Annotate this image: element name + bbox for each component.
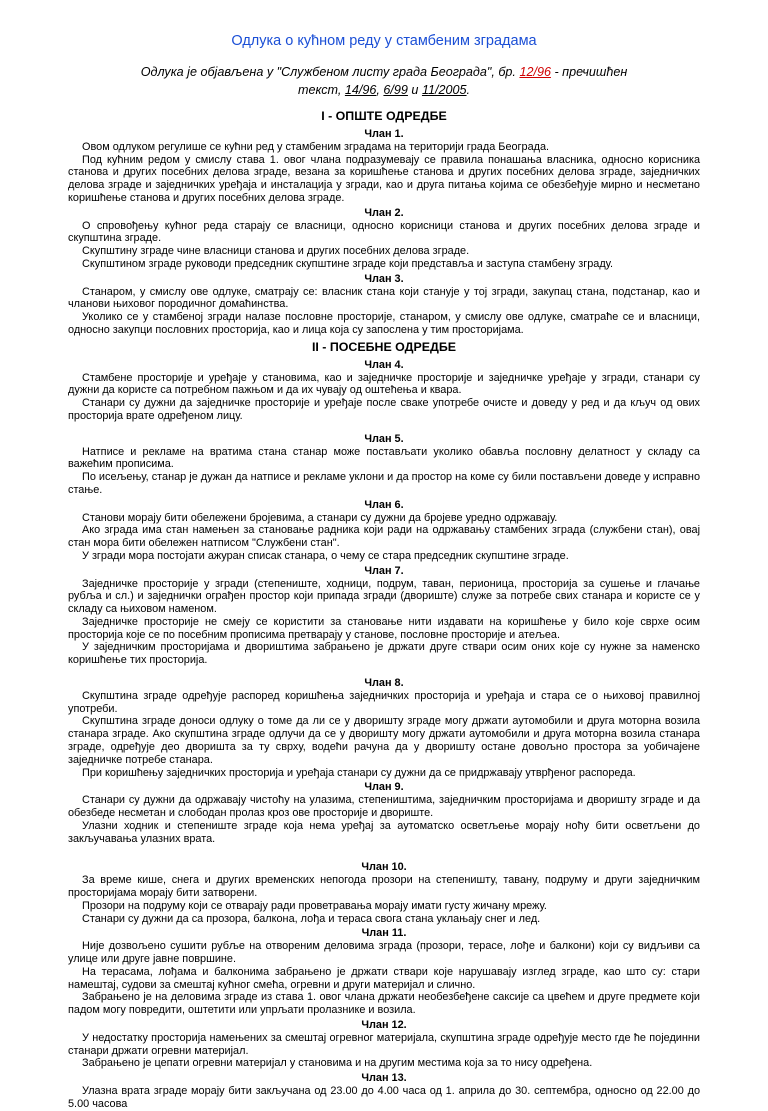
paragraph: Скупштина зграде доноси одлуку о томе да ли се у дворишту зграде могу држати аутомобили и друга моторна возила станара зграде. Ако скупштина зграде одлучи да се у дворишту могу држати аутомобили и друга моторна возила станара зграде, одређује део дворишта за ту сврху, водећи рачуна да у дворишту остане довољно простора за уобичајене заједничке потребе станара. [68,715,700,766]
paragraph: На терасама, лођама и балконима забрањено је држати ствари које нарушавају изглед зграде, као што су: стари намештај, судови за смештај кућног смећа, огревни и други материјал и слично. [68,965,700,991]
paragraph: У недостатку просторија намењених за смештај огревног материјала, скупштина зграде одређује место где ће појединни станари држати огревни материјал. [68,1031,700,1057]
document-body [68,106,700,1111]
publication-note-middle: - пречишћен текст, [297,65,628,97]
article-heading: Члан 7. [364,564,404,577]
article-heading: Члан 3. [364,272,404,285]
publication-note-separator: , [376,83,380,97]
paragraph: Скупштина зграде одређује распоред коришћења заједничких просторија и уређаја и стара се о њиховој правилној употреби. [68,689,700,715]
paragraph: Скупштином зграде руководи председник скупштине зграде који представља и заступа стамбену зграду. [82,257,614,270]
paragraph: Станари су дужни да одржавају чистоћу на улазима, степеништима, заједничким просторијама и дворишту зграде и да обезбеде несметан и слободан пролаз кроз ове просторије и двориште. [68,794,700,820]
paragraph: У згради мора постојати ажуран списак станара, о чему се стара председник скупштине зграде. [82,549,569,562]
paragraph: Ако зграда има стан намењен за становање радника који ради на одржавању стамбених зграда (службени стан), овај стан мора бити обележен натписом "Службени стан". [68,524,700,550]
article-heading: Члан 13. [361,1072,407,1085]
paragraph: Скупштину зграде чине власници станова и других посебних делова зграде. [82,245,470,258]
section-heading: I - ОПШТЕ ОДРЕДБЕ [321,109,447,123]
gazette-link-12-96[interactable]: 12/96 [519,65,551,79]
paragraph: По исељењу, станар је дужан да натписе и рекламе уклони и да простор на коме су били постављени доведе у исправно стање. [68,471,700,496]
paragraph: Није дозвољено сушити рубље на отвореним деловима зграда (прозори, терасе, лође и балкони) који су видљиви са улице или друге јавне површине. [68,940,700,966]
article-heading: Члан 10. [361,861,407,874]
gazette-link-11-2005[interactable]: 11/2005 [421,83,467,97]
paragraph: При коришћењу заједничких просторија и уређаја станари су дужни да се придржавају утврђеног распореда. [82,766,636,779]
article-heading: Члан 9. [364,781,404,794]
paragraph: Заједничке просторије не смеју се користити за становање нити издавати на коришћење у било које сврхе осим просторија које се по посебним прописима претварају у станове, пословне просторије и атељеа. [68,615,700,641]
article-heading: Члан 8. [364,677,404,690]
paragraph: У заједничким просторијама и двориштима забрањено је држати друге ствари осим оних које су нужне за наменско коришћење тих просторија. [68,641,700,667]
paragraph: Овом одлуком регулише се кућни ред у стамбеним зградама на територији града Београда. [82,140,550,153]
paragraph: Станаром, у смислу ове одлуке, сматрају се: власник стана који станује у тој згради, закупац стана, подстанар, као и чланови њиховог породичног домаћинства. [68,285,700,311]
gazette-link-14-96[interactable]: 14/96 [344,83,377,97]
paragraph: Натписе и рекламе на вратима стана станар може постављати уколико обавља пословну делатност у складу са важећим прописима. [68,445,700,471]
article-heading: Члан 12. [361,1019,407,1031]
gazette-link-6-99[interactable]: 6/99 [383,83,408,97]
section-heading: II - ПОСЕБНЕ ОДРЕДБЕ [311,339,457,354]
paragraph: Забрањено је на деловима зграде из става 1. овог члана држати необезбеђене саксије са цвећем и друге предмете који падом могу повредити, оштетити или упрљати пролазнике и возила. [68,991,700,1017]
paragraph: Улазна врата зграде морају бити закључана од 23.00 до 4.00 часа од 1. априла до 30. септембра, односно од 22.00 до 5.00 часова [68,1084,700,1110]
article-heading: Члан 5. [364,432,404,445]
publication-note [120,63,648,99]
publication-note-prefix: Одлука је објављена у "Службеном листу града Београда", бр. [140,65,516,79]
publication-note-end: . [466,83,471,97]
article-heading: Члан 11. [361,927,407,940]
paragraph: Уколико се у стамбеној згради налазе пословне просторије, станаром, у смислу ове одлуке, сматраће се и власници, односно закупци пословних просторија, као и лица која су запослена у тим просторијама. [68,311,700,336]
paragraph: Стамбене просторије и уређаје у становима, као и заједничке просторије и заједничке уређаје у згради, станари су дужни да користе са потребном пажњом и да их чувају од оштећења и квара. [68,371,700,397]
article-heading: Члан 2. [364,206,404,219]
paragraph: Станари су дужни да заједничке просторије и уређаје после сваке употребе очисте и доведу у ред и да кључ од ових просторија врате одређеном лицу. [68,397,700,422]
publication-note-conjunction: и [407,83,422,97]
paragraph: Станари су дужни да са прозора, балкона, лођа и тераса свога стана уклањају снег и лед. [82,912,541,925]
paragraph: О спровођењу кућног реда старају се власници, односно корисници станова и других посебних делова зграде и скупштина зграде. [68,219,700,245]
document-title: Одлука о кућном реду у стамбеним зградама [231,33,537,49]
paragraph: Станови морају бити обележени бројевима, а станари су дужни да бројеве уредно одржавају. [82,511,558,524]
paragraph: Под кућним редом у смислу става 1. овог члана подразумевају се правила понашања власника, односно корисника станова и других посебних делова зграде, везана за коришћење станова и других посебних делова зграде, заједничких делова зграде и заједничких уређаја и инсталација у згради, као и друга питања којима се обезбеђује мирно и несметано коришћење станова и других посебних делова зграде. [68,153,700,204]
paragraph: Прозори на подруму који се отварају ради проветравања морају имати густу жичану мрежу. [82,899,547,912]
article-heading: Члан 4. [364,358,404,371]
article-heading: Члан 6. [364,498,404,511]
paragraph: Улазни ходник и степениште зграде која нема уређај за аутоматско осветљење морају ноћу бити осветљени до закључавања улазних врата. [68,819,700,845]
paragraph: Заједничке просторије у згради (степениште, ходници, подрум, таван, перионица, просторија за сушење и глачање рубља и сл.) и заједнички ограђен простор који припада згради (двориште) служе за потребе свих станара и користе се у складу са њиховом наменом. [68,577,700,616]
paragraph: Забрањено је цепати огревни материјал у становима и на другим местима која за то нису одређена. [82,1057,593,1070]
paragraph: За време кише, снега и других временских непогода прозори на степеништу, тавану, подруму и други заједничким просторијама морају бити затворени. [68,874,700,900]
article-heading: Члан 1. [364,128,404,140]
